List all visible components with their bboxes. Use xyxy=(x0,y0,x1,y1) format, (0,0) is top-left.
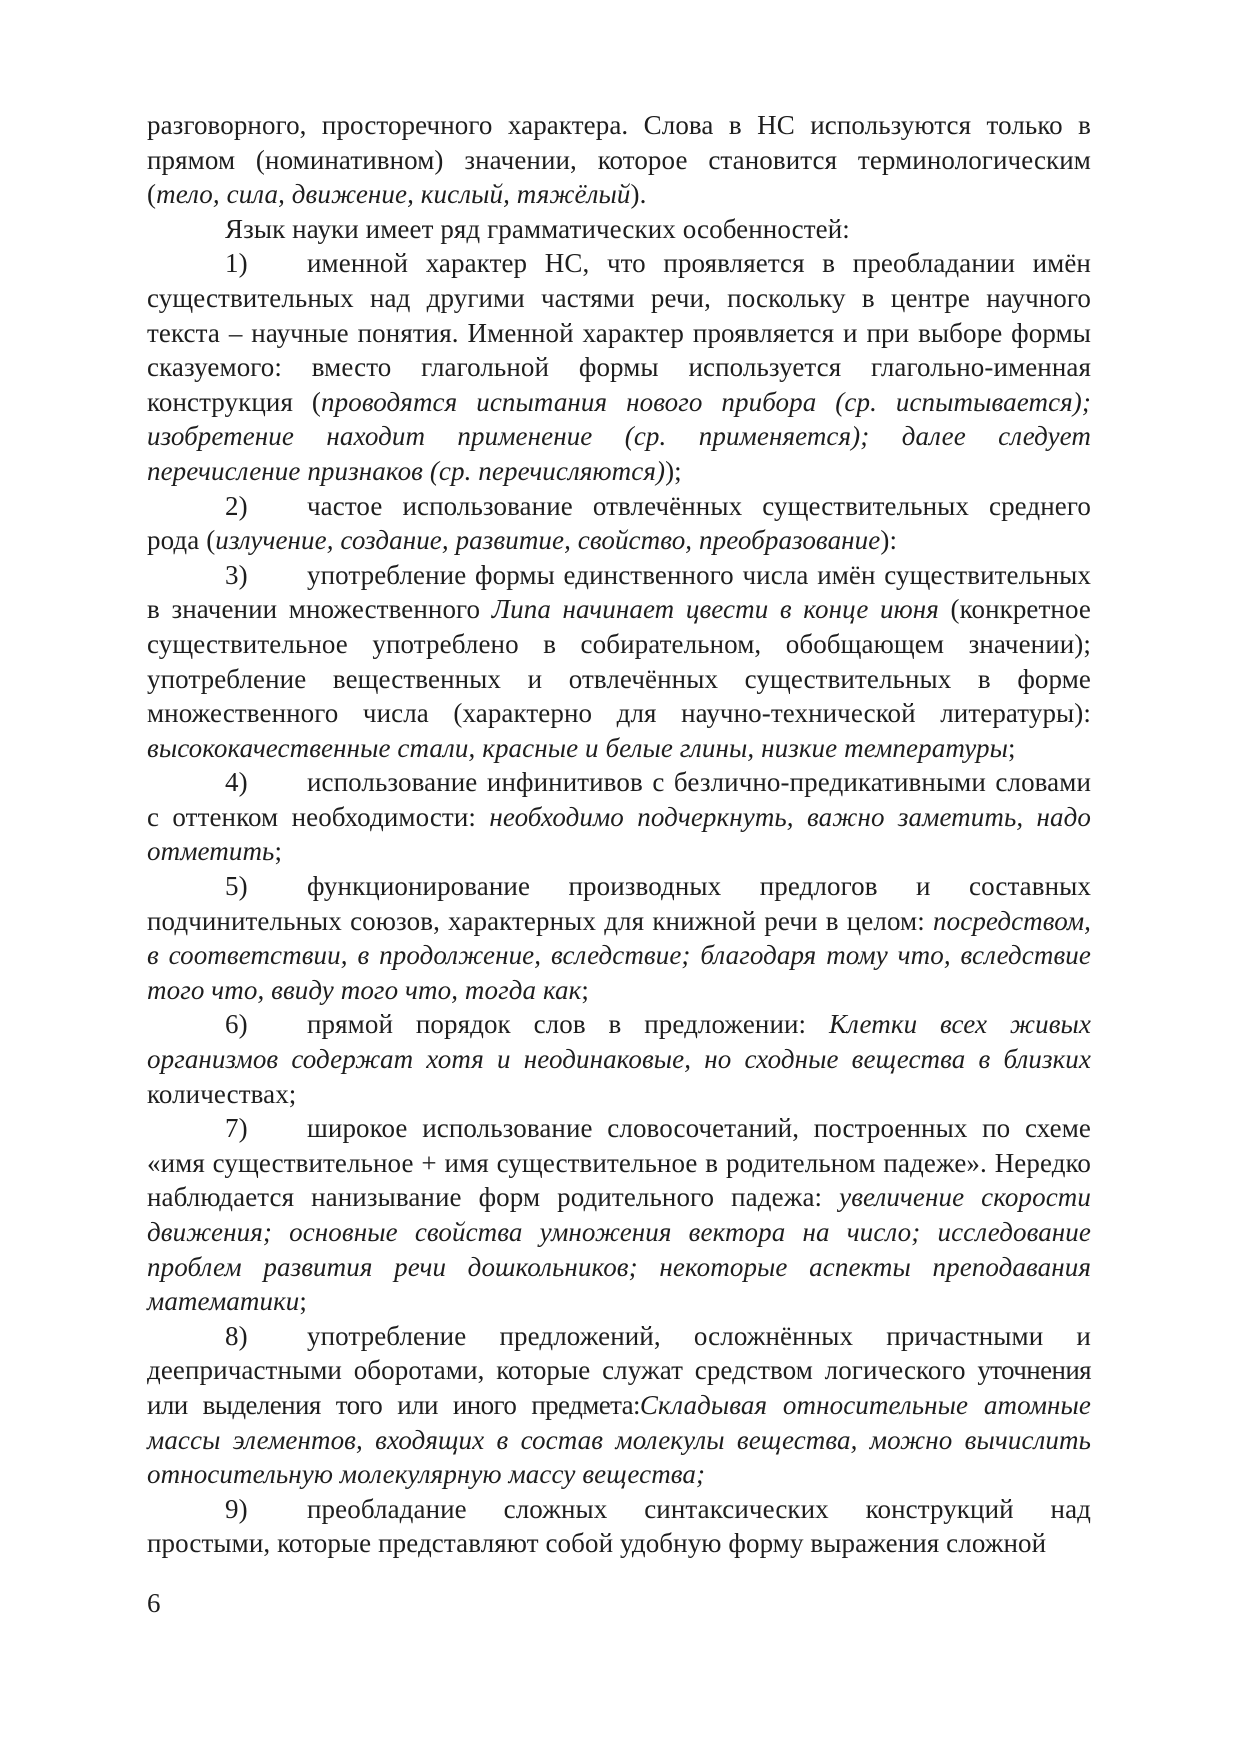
paragraph-intro: разговорного, просторечного характера. Слова в НС используются только в прямом (номинативном) значении, которое становится терминологическим (тело, сила, движение, кислый, тяжёлый). xyxy=(147,110,1091,210)
examples-italic: Складывая относительные атомные массы элементов, входящих в состав молекулы вещества, можно вычислить относительную молекулярную массу вещества; xyxy=(147,1389,1091,1490)
item-number: 8) xyxy=(225,1320,248,1351)
examples-italic: Липа начинает цвести в конце июня xyxy=(491,594,939,625)
examples-italic: посредством, в соответствии, в продолжение, вследствие; благодаря тому что, вследствие того что, ввиду того что, тогда как xyxy=(147,905,1091,1005)
list-item-7: 7) широкое использование словосочетаний, построенных по схеме «имя существительное + имя существительное в родительном падеже». Нередко наблюдается нанизывание форм родительного падежа: увеличение скорости движения; основные свойства умножения вектора на число; исследование проблем развития речи дошкольников; некоторые аспекты преподавания математики; xyxy=(147,1113,1092,1317)
list-item-8: 8) употребление предложений, осложнённых причастными и деепричастными оборотами, которые служат средством логического уточнения или выделения того или иного предмета:Складывая относительные атомные массы элементов, входящих в состав молекулы вещества, можно вычислить относительную молекулярную массу вещества; xyxy=(147,1320,1091,1490)
list-item-6: 6) прямой порядок слов в предложении: Клетки всех живых организмов содержат хотя и неодинаковые, но сходные вещества в близких количествах; xyxy=(147,1009,1091,1109)
examples-italic: излучение, создание, развитие, свойство, преобразование xyxy=(215,525,881,556)
page-body-text xyxy=(147,108,1091,1561)
examples-italic: тело, сила, движение, кислый, тяжёлый xyxy=(156,179,631,210)
list-item-9: 9) преобладание сложных синтаксических конструкций над простыми, которые представляют собой удобную форму выражения сложной xyxy=(147,1493,1091,1559)
examples-italic: высококачественные стали, красные и белые глины, низкие температуры xyxy=(147,732,1008,763)
list-item-3: 3) употребление формы единственного числа имён существительных в значении множественного Липа начинает цвести в конце июня (конкретное существительное употреблено в собирательном, обобщающем значении); употребление вещественных и отвлечённых существительных в форме множественного числа (характерно для научно-технической литературы): высококачественные стали, красные и белые глины, низкие температуры; xyxy=(147,559,1091,763)
list-item-4: 4) использование инфинитивов с безлично-предикативными словами с оттенком необходимости: необходимо подчеркнуть, важно заметить, надо отметить; xyxy=(147,767,1092,867)
examples-italic: увеличение скорости движения; основные свойства умножения вектора на число; исследование проблем развития речи дошкольников; некоторые аспекты преподавания математики xyxy=(147,1182,1092,1317)
page-number: 6 xyxy=(147,1588,161,1618)
list-item-1: 1) именной характер НС, что проявляется в преобладании имён существительных над другими частями речи, поскольку в центре научного текста – научные понятия. Именной характер проявляется и при выборе формы сказуемого: вместо глагольной формы используется глагольно-именная конструкция (проводятся испытания нового прибора (ср. испытывается); изобретение находит применение (ср. применяется); далее следует перечисление признаков (ср. перечисляются)); xyxy=(147,248,1091,486)
item-number: 5) xyxy=(225,871,248,902)
item-number: 3) xyxy=(225,559,248,590)
item-number: 6) xyxy=(225,1009,248,1040)
item-number: 9) xyxy=(225,1493,248,1524)
item-number: 7) xyxy=(225,1113,248,1144)
item-number: 4) xyxy=(225,767,248,798)
list-item-2: 2) частое использование отвлечённых существительных среднего рода (излучение, создание, развитие, свойство, преобразование): xyxy=(147,490,1091,556)
examples-italic: Клетки всех живых организмов содержат хотя и неодинаковые, но сходные вещества в близких xyxy=(147,1009,1091,1075)
list-item-5: 5) функционирование производных предлогов и составных подчинительных союзов, характерных для книжной речи в целом: посредством, в соответствии, в продолжение, вследствие; благодаря тому что, вследствие того что, ввиду того что, тогда как; xyxy=(147,871,1091,1005)
paragraph-lead: Язык науки имеет ряд грамматических особенностей: xyxy=(225,213,850,244)
examples-italic: необходимо подчеркнуть, важно заметить, надо отметить xyxy=(147,801,1092,867)
item-number: 1) xyxy=(225,248,248,279)
examples-italic: проводятся испытания нового прибора (ср. испытывается); изобретение находит применение (ср. применяется); далее следует перечисление признаков (ср. перечисляются) xyxy=(147,386,1091,486)
item-number: 2) xyxy=(225,490,248,521)
